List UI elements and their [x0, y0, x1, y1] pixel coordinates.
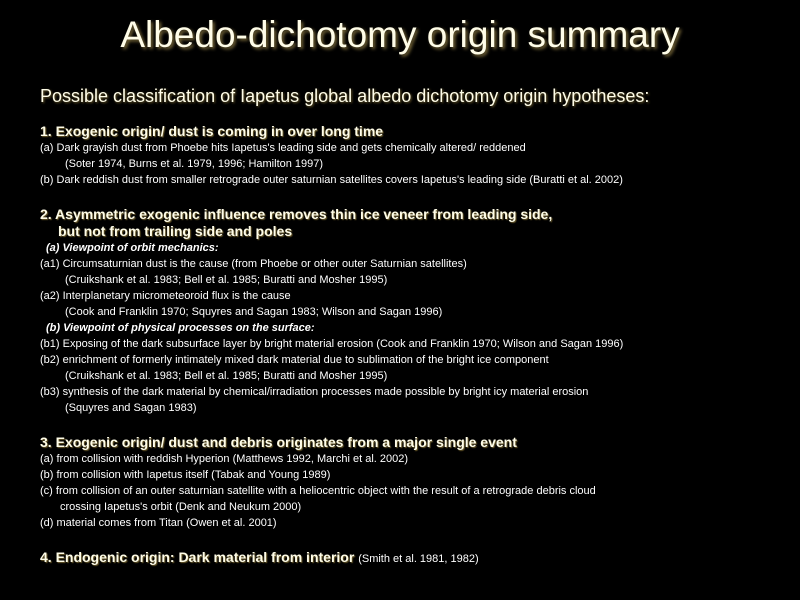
section3-item-c-continued: crossing Iapetus's orbit (Denk and Neukum 2000) [60, 501, 302, 513]
section-exogenic-long-time [40, 123, 790, 188]
section2-subheading-physical: (b) Viewpoint of physical processes on the surface: [46, 322, 315, 334]
slide-subtitle: Possible classification of Iapetus global albedo dichotomy origin hypotheses: [40, 86, 650, 106]
section-endogenic [40, 549, 790, 568]
section2-item-b3: (b3) synthesis of the dark material by chemical/irradiation processes made possible by bright icy material erosion [40, 386, 589, 398]
section4-heading: 4. Endogenic origin: Dark material from interior [40, 549, 355, 565]
section3-heading: 3. Exogenic origin/ dust and debris originates from a major single event [40, 434, 517, 450]
section2-item-a2: (a2) Interplanetary micrometeoroid flux is the cause [40, 290, 291, 302]
section4-citation: (Smith et al. 1981, 1982) [358, 553, 479, 565]
section3-item-a: (a) from collision with reddish Hyperion (Matthews 1992, Marchi et al. 2002) [40, 453, 409, 465]
section2-item-a1: (a1) Circumsaturnian dust is the cause (from Phoebe or other outer Saturnian satellites) [40, 258, 467, 270]
section-single-event [40, 434, 790, 531]
section3-item-d: (d) material comes from Titan (Owen et al. 2001) [40, 517, 277, 529]
section2-heading-line1: 2. Asymmetric exogenic influence removes thin ice veneer from leading side, [40, 206, 553, 222]
section4-heading-row [40, 549, 790, 568]
section2-item-b1: (b1) Exposing of the dark subsurface layer by bright material erosion (Cook and Franklin 1970; Wilson and Sagan 1996) [40, 338, 624, 350]
section1-heading: 1. Exogenic origin/ dust is coming in over long time [40, 123, 384, 139]
slide-title: Albedo-dichotomy origin summary [120, 14, 680, 55]
section2-heading-line2: but not from trailing side and poles [58, 223, 293, 239]
section2-item-b2-citation: (Cruikshank et al. 1983; Bell et al. 1985; Buratti and Mosher 1995) [65, 370, 388, 382]
section2-item-b3-citation: (Squyres and Sagan 1983) [65, 402, 197, 414]
section2-item-a2-citation: (Cook and Franklin 1970; Squyres and Sagan 1983; Wilson and Sagan 1996) [65, 306, 443, 318]
section-asymmetric-influence [40, 206, 790, 416]
section1-item-a-citation: (Soter 1974, Burns et al. 1979, 1996; Hamilton 1997) [65, 158, 324, 170]
section1-item-a: (a) Dark grayish dust from Phoebe hits Iapetus's leading side and gets chemically altered/ reddened [40, 142, 526, 154]
section2-item-a1-citation: (Cruikshank et al. 1983; Bell et al. 1985; Buratti and Mosher 1995) [65, 274, 388, 286]
section3-item-b: (b) from collision with Iapetus itself (Tabak and Young 1989) [40, 469, 331, 481]
section2-subheading-orbit: (a) Viewpoint of orbit mechanics: [46, 242, 219, 254]
section3-item-c: (c) from collision of an outer saturnian satellite with a heliocentric object with the result of a retrograde debris cloud [40, 485, 596, 497]
section2-item-b2: (b2) enrichment of formerly intimately mixed dark material due to sublimation of the bright ice component [40, 354, 549, 366]
section1-item-b: (b) Dark reddish dust from smaller retrograde outer saturnian satellites covers Iapetus's leading side (Buratti et al. 2002) [40, 174, 623, 186]
